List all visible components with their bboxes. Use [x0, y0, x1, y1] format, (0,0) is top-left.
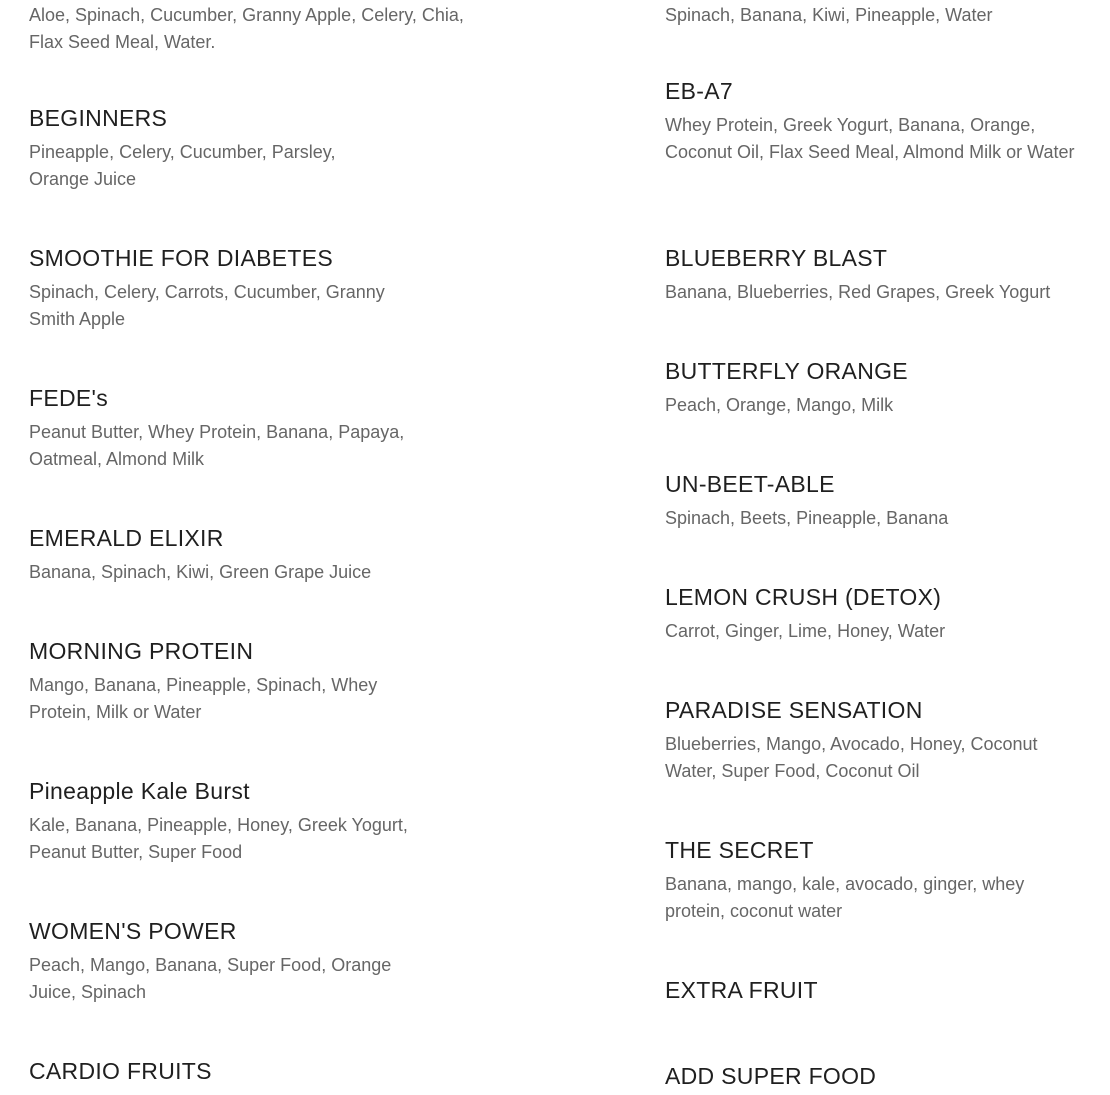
menu-item-blueberry-blast [665, 244, 1105, 306]
menu-item-un-beet-able [665, 470, 1095, 532]
menu-item-top-left [29, 2, 469, 56]
menu-item-ingredients: Blueberries, Mango, Avocado, Honey, Coconut Water, Super Food, Coconut Oil [665, 734, 1038, 781]
menu-item-beginners [29, 104, 374, 193]
menu-item-title: UN-BEET-ABLE [665, 471, 835, 497]
menu-item-ingredients: Spinach, Celery, Carrots, Cucumber, Granny Smith Apple [29, 282, 385, 329]
menu-item-title: EMERALD ELIXIR [29, 525, 224, 551]
menu-item-ingredients: Peanut Butter, Whey Protein, Banana, Papaya, Oatmeal, Almond Milk [29, 422, 405, 469]
menu-item-ingredients: Banana, mango, kale, avocado, ginger, whey protein, coconut water [665, 874, 1025, 921]
menu-item-the-secret [665, 836, 1085, 925]
menu-item-ingredients: Pineapple, Celery, Cucumber, Parsley, Orange Juice [29, 142, 336, 189]
menu-item-ingredients: Whey Protein, Greek Yogurt, Banana, Orange, Coconut Oil, Flax Seed Meal, Almond Milk or Water [665, 115, 1075, 162]
menu-item-fedes [29, 384, 449, 473]
menu-item-ingredients: Banana, Blueberries, Red Grapes, Greek Yogurt [665, 282, 1051, 302]
menu-item-ingredients: Spinach, Banana, Kiwi, Pineapple, Water [665, 5, 993, 25]
menu-item-add-super-food [665, 1062, 1095, 1090]
menu-item-butterfly-orange [665, 357, 1095, 419]
menu-item-ingredients: Banana, Spinach, Kiwi, Green Grape Juice [29, 562, 372, 582]
menu-item-title: THE SECRET [665, 837, 814, 863]
menu-item-womens-power [29, 917, 429, 1006]
menu-item-ingredients: Kale, Banana, Pineapple, Honey, Greek Yogurt, Peanut Butter, Super Food [29, 815, 408, 862]
menu-item-title: BUTTERFLY ORANGE [665, 358, 908, 384]
menu-item-cardio-fruits [29, 1057, 469, 1085]
menu-item-lemon-crush-detox [665, 583, 1095, 645]
menu-item-ingredients: Peach, Orange, Mango, Milk [665, 395, 894, 415]
menu-item-paradise-sensation [665, 696, 1085, 785]
menu-item-title: ADD SUPER FOOD [665, 1063, 877, 1089]
menu-item-morning-protein [29, 637, 424, 726]
menu-item-title: FEDE's [29, 385, 109, 411]
menu-item-smoothie-for-diabetes [29, 244, 429, 333]
menu-item-title: MORNING PROTEIN [29, 638, 254, 664]
menu-item-ingredients: Carrot, Ginger, Lime, Honey, Water [665, 621, 946, 641]
menu-item-eb-a7 [665, 77, 1075, 166]
menu-item-title: BEGINNERS [29, 105, 168, 131]
menu-item-emerald-elixir [29, 524, 449, 586]
menu-item-ingredients: Spinach, Beets, Pineapple, Banana [665, 508, 949, 528]
menu-item-title: Pineapple Kale Burst [29, 778, 250, 804]
menu-item-ingredients: Mango, Banana, Pineapple, Spinach, Whey Protein, Milk or Water [29, 675, 378, 722]
menu-item-title: LEMON CRUSH (DETOX) [665, 584, 942, 610]
menu-item-ingredients: Peach, Mango, Banana, Super Food, Orange Juice, Spinach [29, 955, 392, 1002]
menu-item-title: EB-A7 [665, 78, 733, 104]
menu-item-pineapple-kale-burst [29, 777, 449, 866]
menu-item-title: EXTRA FRUIT [665, 977, 818, 1003]
menu-item-extra-fruit [665, 976, 1095, 1004]
menu-item-title: WOMEN'S POWER [29, 918, 237, 944]
menu-item-ingredients: Aloe, Spinach, Cucumber, Granny Apple, Celery, Chia, Flax Seed Meal, Water. [29, 5, 464, 52]
menu-item-title: PARADISE SENSATION [665, 697, 923, 723]
menu-item-title: SMOOTHIE FOR DIABETES [29, 245, 334, 271]
menu-item-title: BLUEBERRY BLAST [665, 245, 888, 271]
menu-item-top-right [665, 2, 1095, 29]
menu-item-title: CARDIO FRUITS [29, 1058, 212, 1084]
